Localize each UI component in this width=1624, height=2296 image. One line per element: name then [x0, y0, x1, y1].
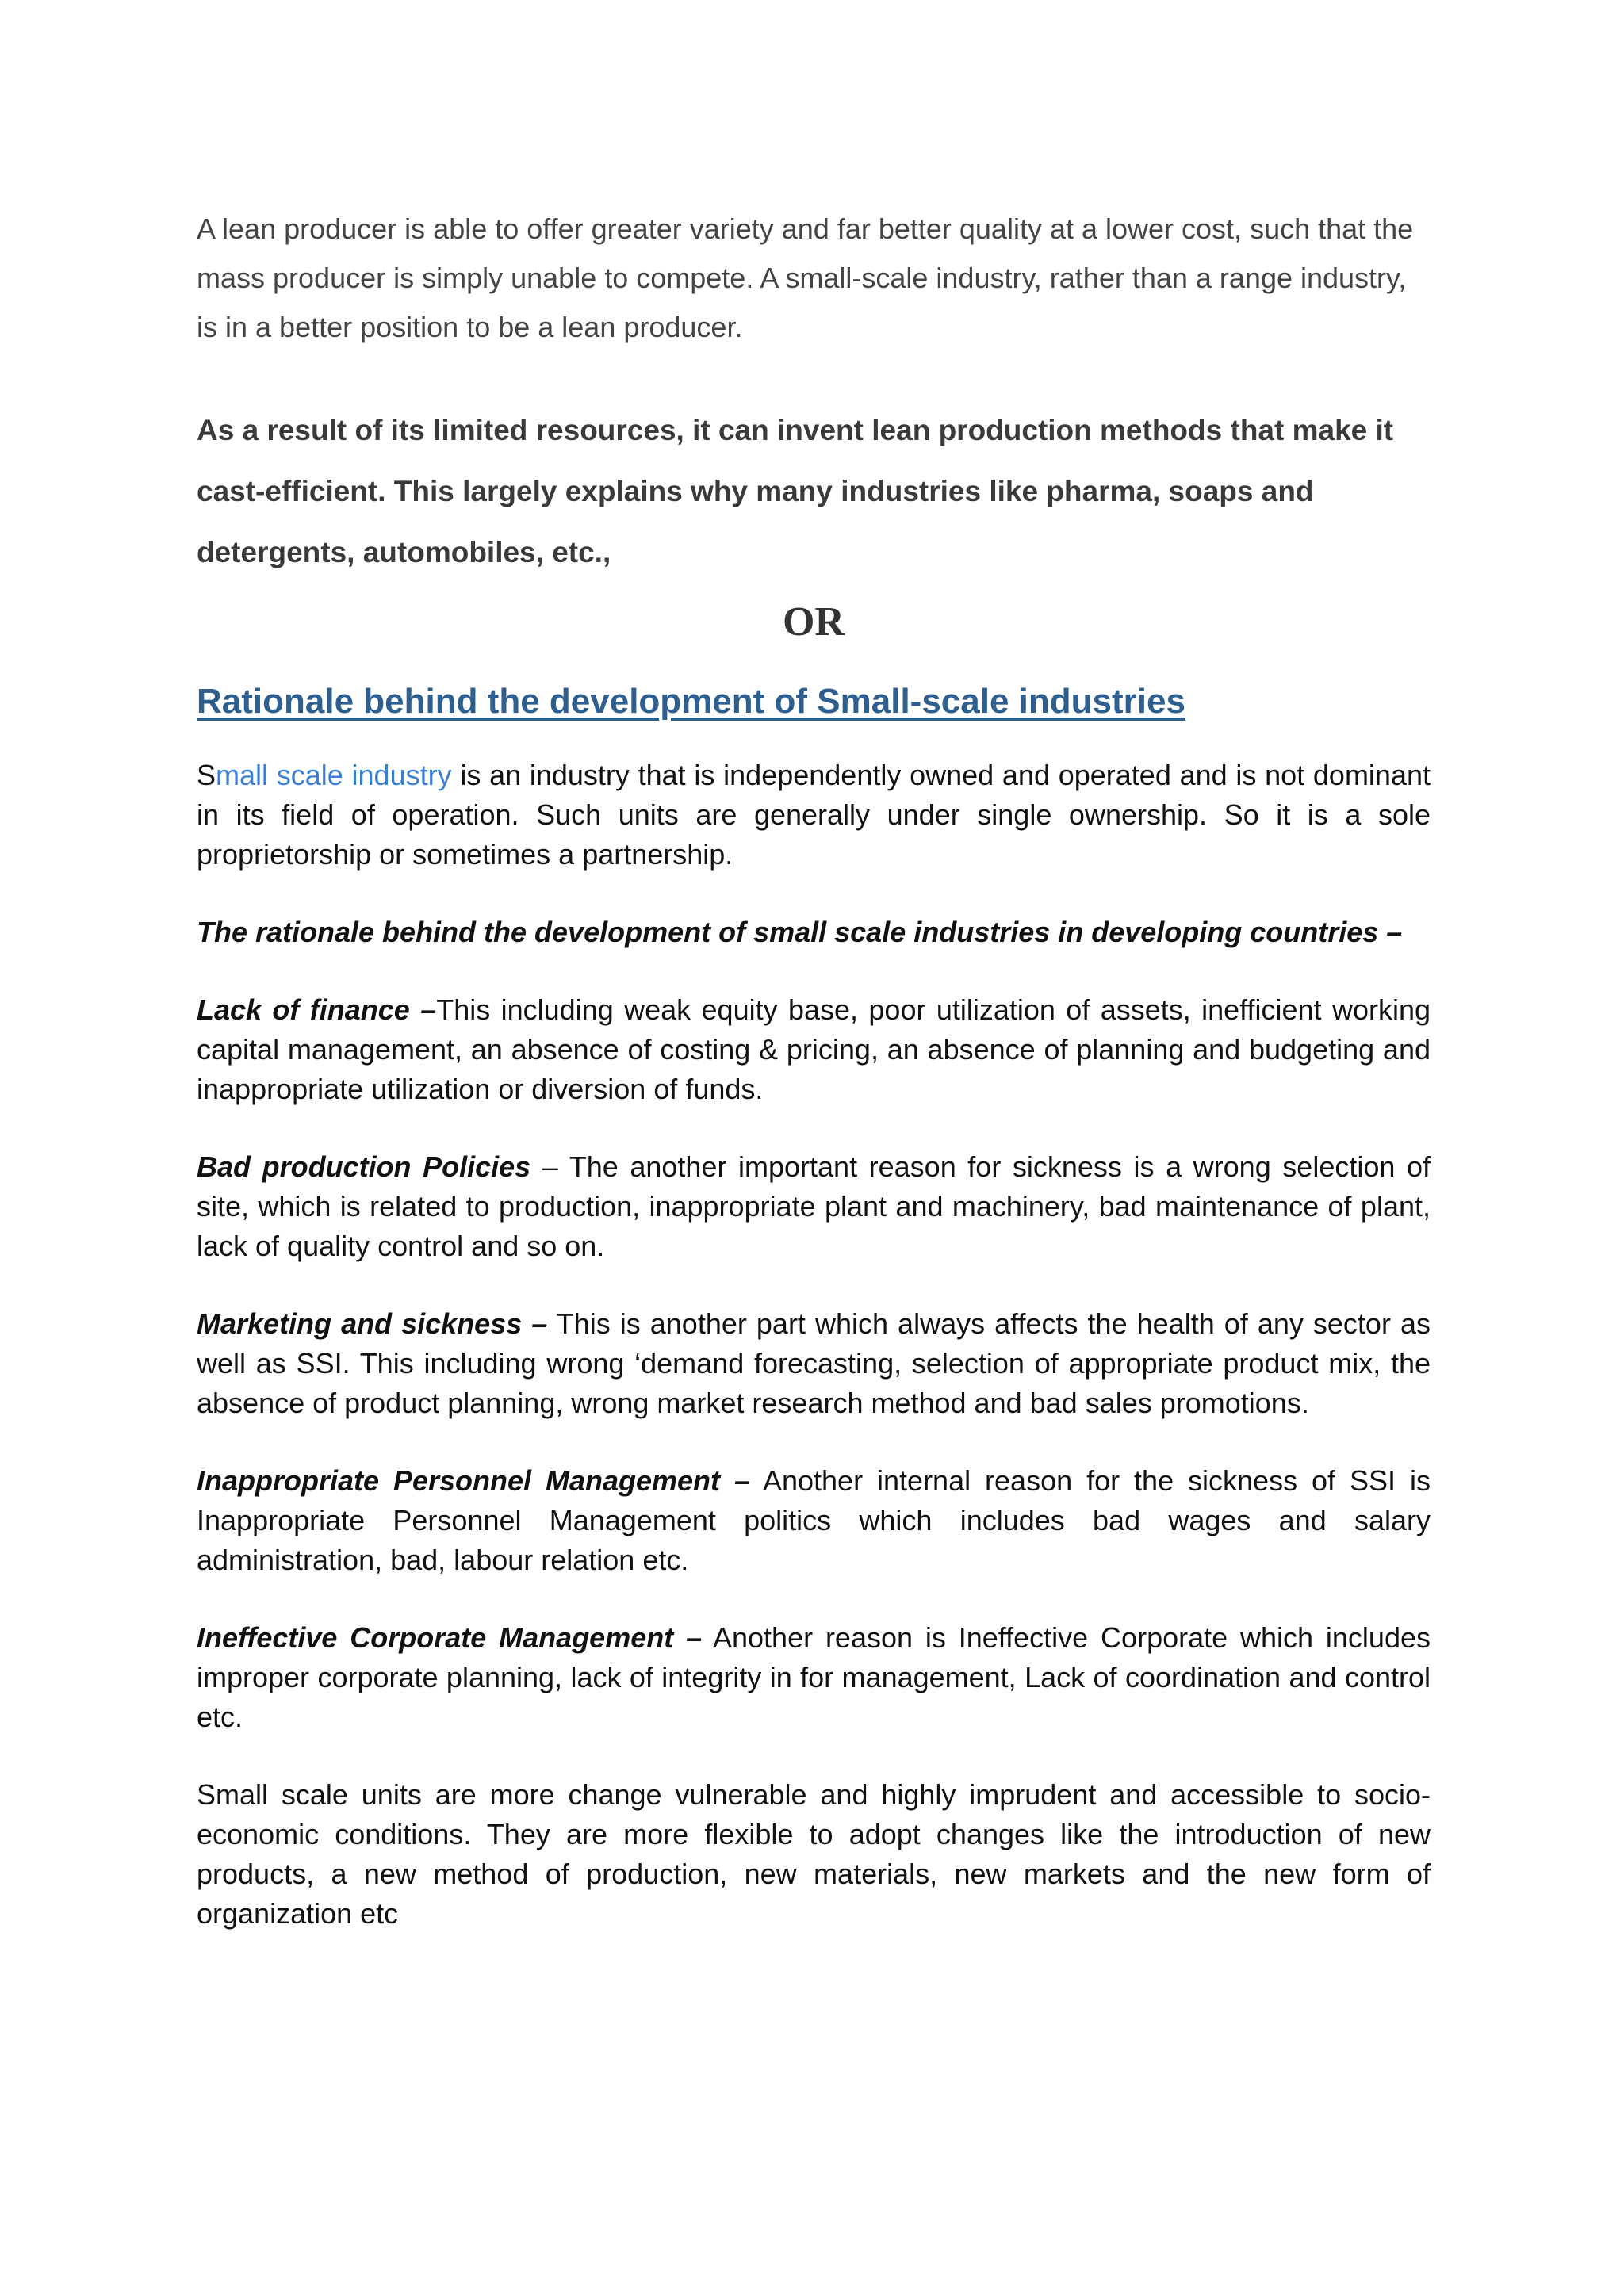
closing-paragraph: Small scale units are more change vulnerable and highly imprudent and accessible to socio-economic conditions. They are more flexible to adopt changes like the introduction of new products, a new method of production, new materials, new markets and the new form of organization etc — [197, 1778, 1431, 1930]
item-inappropriate-personnel-management — [197, 1461, 1431, 1580]
item-text: Another reason is Ineffective Corporate which includes improper corporate planning, lack of integrity in for management, Lack of coordination and control etc. — [197, 1621, 1431, 1733]
item-lack-of-finance — [197, 990, 1431, 1109]
item-bad-production-policies — [197, 1147, 1431, 1266]
item-term: Bad production Policies — [197, 1150, 531, 1183]
rationale-subtitle: The rationale behind the development of small scale industries in developing countries – — [197, 916, 1403, 948]
small-scale-industry-link[interactable]: mall scale industry — [216, 759, 452, 791]
item-term: Lack of finance – — [197, 993, 437, 1026]
item-text: This including weak equity base, poor utilization of assets, inefficient working capital management, an absence of costing & pricing, an absence of planning and budgeting and inappropriate utilization or diversion of funds. — [197, 993, 1431, 1105]
section-title: Rationale behind the development of Small-scale industries — [197, 682, 1185, 721]
item-text: This is another part which always affects the health of any sector as well as SSI. This including wrong ‘demand forecasting, selection of appropriate product mix, the absence of product planning, wrong market research method and bad sales promotions. — [197, 1307, 1431, 1419]
or-heading: OR — [783, 599, 845, 645]
item-marketing-and-sickness — [197, 1304, 1431, 1423]
item-term: Ineffective Corporate Management – — [197, 1621, 703, 1654]
item-text: Another internal reason for the sickness of SSI is Inappropriate Personnel Management politics which includes bad wages and salary administration, bad, labour relation etc. — [197, 1464, 1431, 1576]
definition-text: is an industry that is independently owned and operated and is not dominant in its field of operation. Such units are generally under single ownership. So it is a sole proprietorship or sometimes a partnership. — [197, 759, 1431, 871]
item-term: Marketing and sickness – — [197, 1307, 548, 1340]
item-text: – The another important reason for sickness is a wrong selection of site, which is related to production, inappropriate plant and machinery, bad maintenance of plant, lack of quality control and so on. — [197, 1150, 1431, 1262]
intro-paragraph: A lean producer is able to offer greater variety and far better quality at a lower cost, such that the mass producer is simply unable to compete. A small-scale industry, rather than a range industry, is in a better position to be a lean producer. — [197, 212, 1414, 343]
definition-first-letter: S — [197, 759, 216, 791]
definition-paragraph — [197, 756, 1431, 874]
item-term: Inappropriate Personnel Management – — [197, 1464, 751, 1497]
document-page — [197, 205, 1431, 1972]
item-ineffective-corporate-management — [197, 1618, 1431, 1737]
bold-paragraph: As a result of its limited resources, it can invent lean production methods that make it cast-efficient. This largely explains why many industries like pharma, soaps and detergents, automobiles, etc., — [197, 414, 1394, 568]
